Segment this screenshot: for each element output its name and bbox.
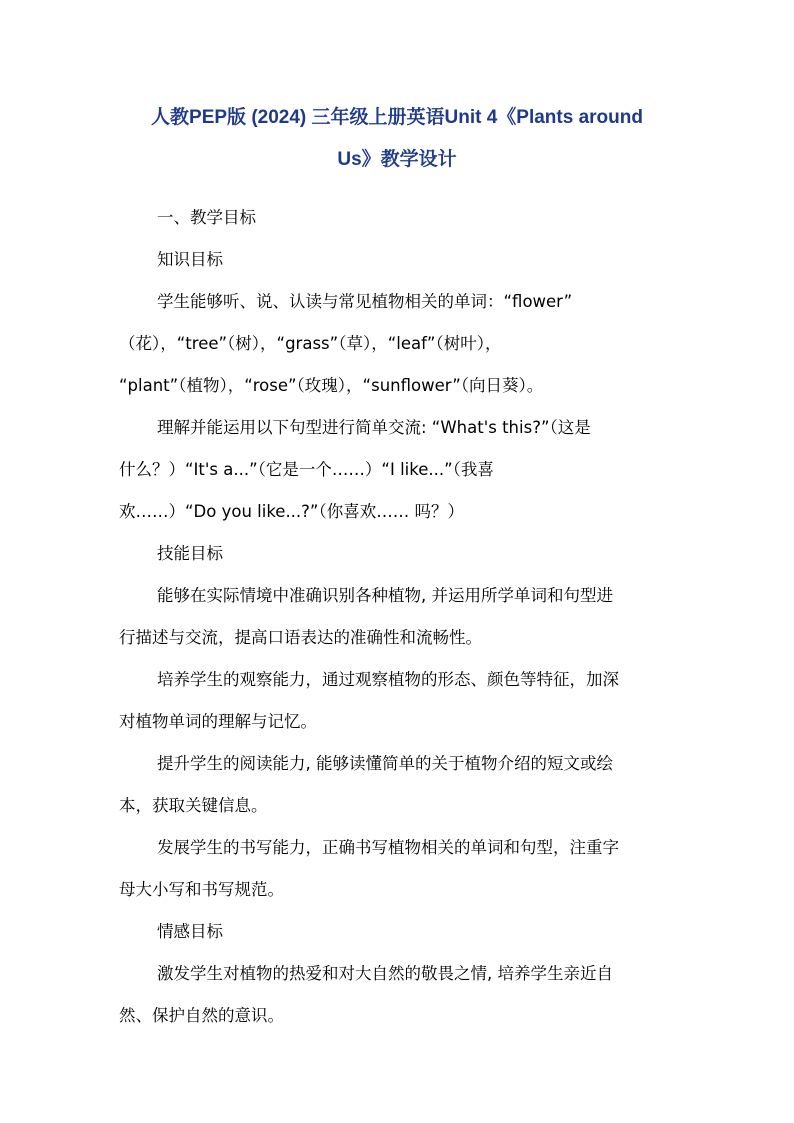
document-title xyxy=(110,97,684,181)
section-heading-objectives: 一、教学目标 xyxy=(157,208,256,227)
document-body xyxy=(119,197,679,1037)
skill-paragraph-1-line-2: 行描述与交流，提高口语表达的准确性和流畅性。 xyxy=(119,628,482,647)
emotion-paragraph-1-line-2: 然、保护自然的意识。 xyxy=(119,1006,284,1025)
emotion-paragraph-1-line-1: 激发学生对植物的热爱和对大自然的敬畏之情, 培养学生亲近自 xyxy=(157,964,613,983)
knowledge-paragraph-1-line-1: 学生能够听、说、认读与常见植物相关的单词：“flower” xyxy=(157,292,573,311)
skill-paragraph-4-line-2: 母大小写和书写规范。 xyxy=(119,880,284,899)
knowledge-paragraph-2-line-2: 什么？）“It's a...”（它是一个……）“I like...”（我喜 xyxy=(119,460,494,479)
subheading-skills: 技能目标 xyxy=(157,544,223,563)
subheading-emotion: 情感目标 xyxy=(157,922,223,941)
title-line-1: 人教PEP版 (2024) 三年级上册英语Unit 4《Plants around xyxy=(151,107,643,128)
title-line-2: Us》教学设计 xyxy=(337,149,457,170)
skill-paragraph-1-line-1: 能够在实际情境中准确识别各种植物, 并运用所学单词和句型进 xyxy=(157,586,613,605)
skill-paragraph-3-line-1: 提升学生的阅读能力, 能够读懂简单的关于植物介绍的短文或绘 xyxy=(157,754,613,773)
skill-paragraph-2-line-1: 培养学生的观察能力，通过观察植物的形态、颜色等特征，加深 xyxy=(157,670,619,689)
skill-paragraph-3-line-2: 本，获取关键信息。 xyxy=(119,796,268,815)
subheading-knowledge: 知识目标 xyxy=(157,250,223,269)
knowledge-paragraph-1-line-2: （花），“tree”（树），“grass”（草），“leaf”（树叶）， xyxy=(119,334,502,353)
knowledge-paragraph-1-line-3: “plant”（植物），“rose”（玫瑰），“sunflower”（向日葵）。 xyxy=(119,376,544,395)
knowledge-paragraph-2-line-1: 理解并能运用以下句型进行简单交流: “What's this?”（这是 xyxy=(157,418,591,437)
knowledge-paragraph-2-line-3: 欢……）“Do you like...?”（你喜欢…… 吗？） xyxy=(119,502,464,521)
skill-paragraph-2-line-2: 对植物单词的理解与记忆。 xyxy=(119,712,317,731)
skill-paragraph-4-line-1: 发展学生的书写能力，正确书写植物相关的单词和句型，注重字 xyxy=(157,838,619,857)
